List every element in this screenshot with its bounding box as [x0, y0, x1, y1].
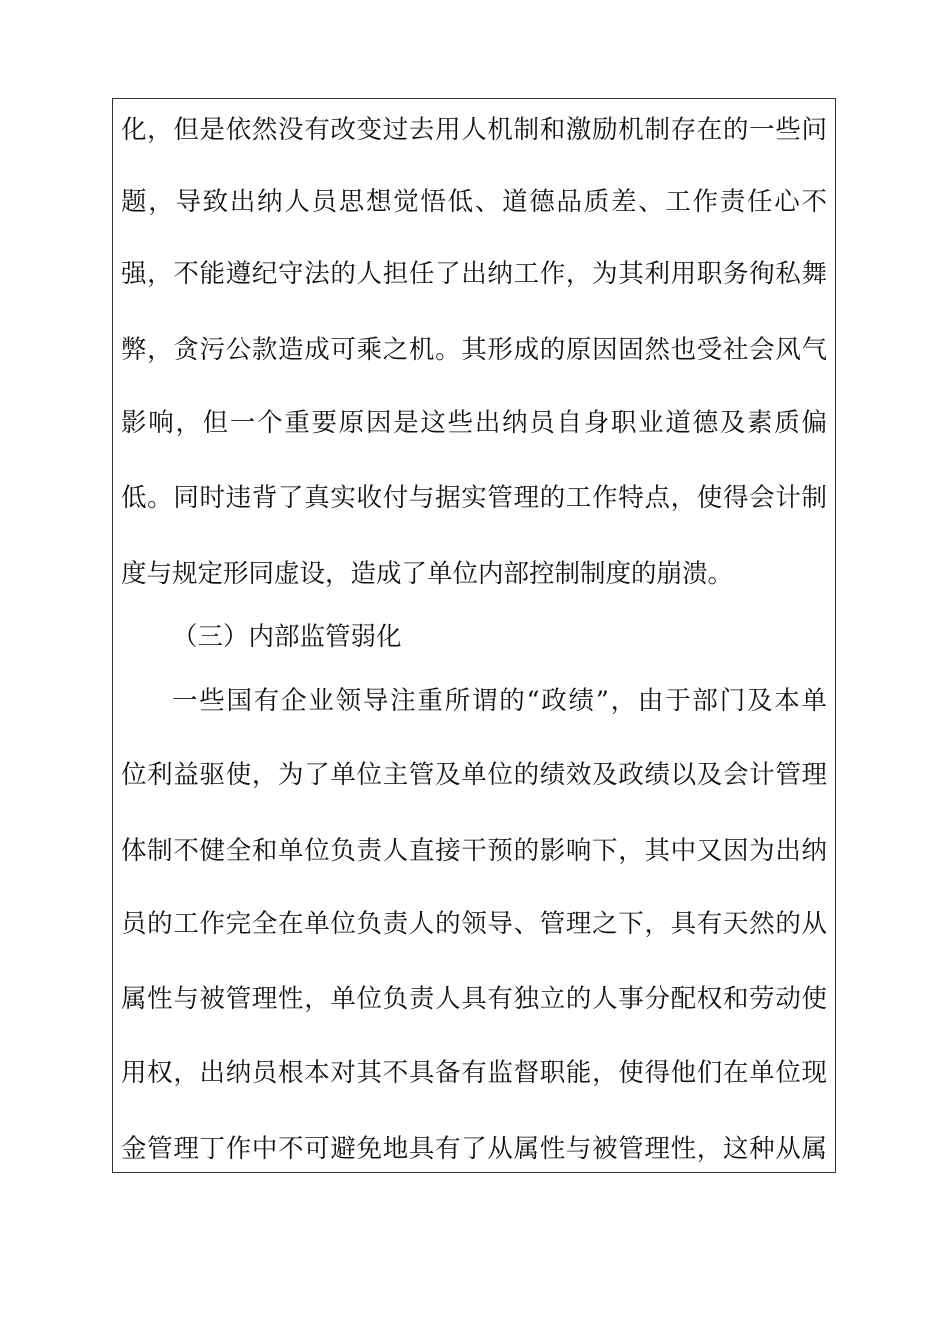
body-line: 题，导致出纳人员思想觉悟低、道德品质差、工作责任心不	[121, 187, 827, 217]
body-line: 低。同时违背了真实收付与据实管理的工作特点，使得会计制	[121, 483, 827, 513]
body-line: 员的工作完全在单位负责人的领导、管理之下，具有天然的从	[121, 909, 827, 939]
body-line: 化，但是依然没有改变过去用人机制和激励机制存在的一些问	[121, 115, 827, 145]
body-line: 位利益驱使，为了单位主管及单位的绩效及政绩以及会计管理	[121, 760, 827, 790]
body-line: 体制不健全和单位负责人直接干预的影响下，其中又因为出纳	[121, 836, 827, 866]
body-line: 弊，贪污公款造成可乘之机。其形成的原因固然也受社会风气	[121, 335, 827, 365]
body-line: 强，不能遵纪守法的人担任了出纳工作，为其利用职务徇私舞	[121, 259, 827, 289]
body-line: 影响，但一个重要原因是这些出纳员自身职业道德及素质偏	[121, 408, 827, 438]
section-heading: （三）内部监管弱化	[172, 622, 402, 652]
body-line: 属性与被管理性，单位负责人具有独立的人事分配权和劳动使	[121, 984, 827, 1014]
paragraph-first-line: 一些国有企业领导注重所谓的“政绩”，由于部门及本单	[172, 686, 827, 716]
body-line: 用权，出纳员根本对其不具备有监督职能，使得他们在单位现	[121, 1058, 827, 1088]
body-line: 度与规定形同虚设，造成了单位内部控制制度的崩溃。	[121, 559, 734, 589]
body-line: 金管理丁作中不可避免地具有了从属性与被管理性，这种从属	[121, 1134, 827, 1164]
